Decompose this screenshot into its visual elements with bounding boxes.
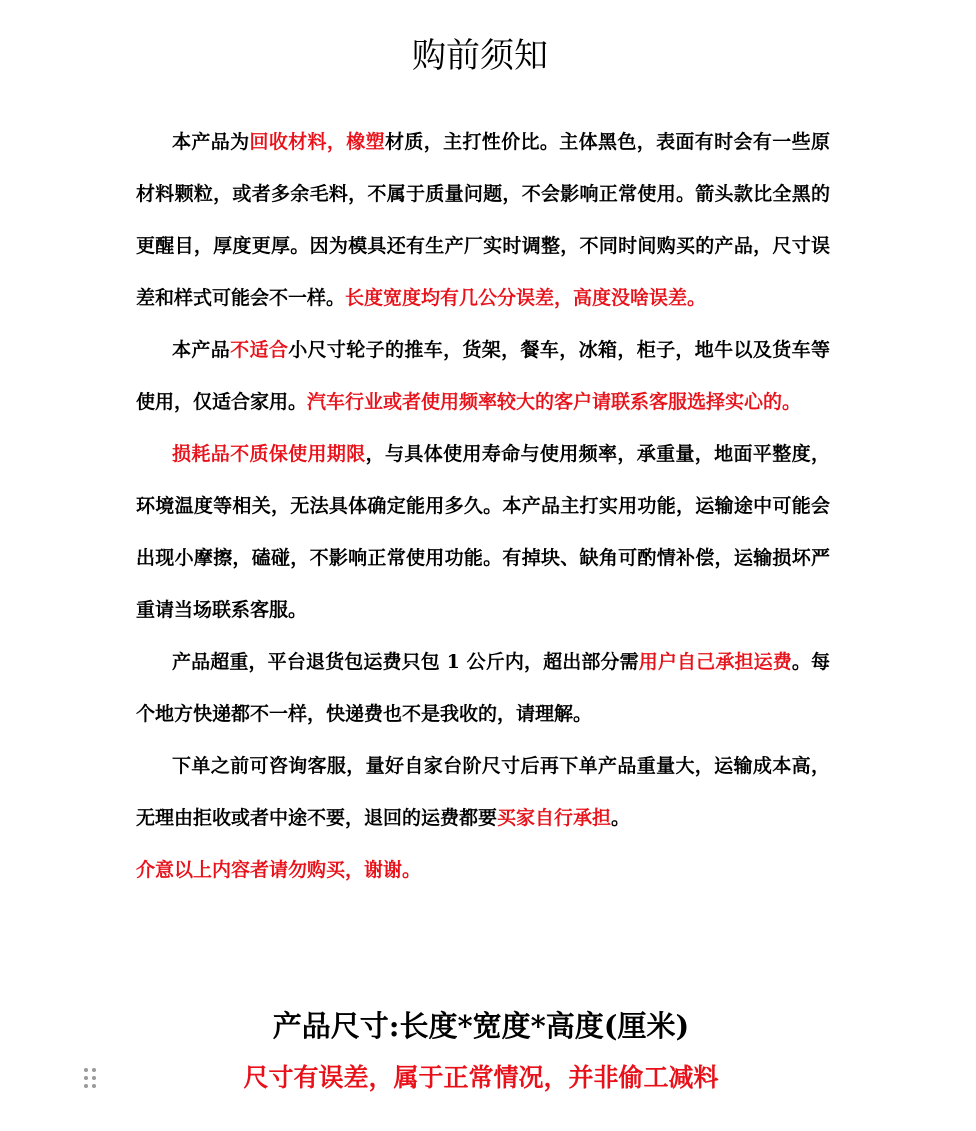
size-heading: 产品尺寸:长度*宽度*高度(厘米) <box>272 1009 690 1043</box>
text-run: 产品超重，平台退货包运费只包 1 公斤内，超出部分需 <box>172 651 639 673</box>
text-run: ，与具体使用寿命与使用频率，承重量，地面平整度，环境温度等相关，无法具体确定能用多久。本产品主打实用功能，运输途中可能会出现小摩擦，磕碰，不影响正常使用功能。有掉块、缺角可酌情补偿，运输损坏严重请当场联系客服。 <box>136 443 830 621</box>
text-run: 。每个地方快递都不一样，快递费也不是我收的，请理解。 <box>136 651 830 725</box>
size-note: 尺寸有误差，属于正常情况，并非偷工减料 <box>243 1063 719 1092</box>
text-run: 本产品为 <box>172 131 250 153</box>
paragraph-ordering <box>136 740 830 844</box>
highlight-run: 用户自己承担运费 <box>638 651 792 673</box>
page-title: 购前须知 <box>412 36 548 76</box>
highlight-run: 回收材料，橡塑 <box>249 131 385 153</box>
closing-note: 介意以上内容者请勿购买，谢谢。 <box>136 859 422 881</box>
text-run: 下单之前可咨询客服，量好自家台阶尺寸后再下单产品重量大，运输成本高，无理由拒收或者中途不要，退回的运费都要 <box>136 755 830 829</box>
highlight-run: 长度宽度均有几公分误差，高度没啥误差。 <box>345 287 707 309</box>
text-run: 本产品 <box>172 339 231 361</box>
notice-body <box>136 116 830 896</box>
text-run: 。 <box>611 807 631 829</box>
highlight-run: 不适合 <box>230 339 289 361</box>
paragraph-shipping <box>136 636 830 740</box>
highlight-run: 汽车行业或者使用频率较大的客户请联系客服选择实心的。 <box>307 391 802 413</box>
paragraph-usage <box>136 324 830 428</box>
highlight-run: 买家自行承担 <box>497 807 612 829</box>
paragraph-warranty <box>136 428 830 636</box>
highlight-run: 损耗品不质保使用期限 <box>172 443 366 465</box>
paragraph-material <box>136 116 830 324</box>
text-run: 材质，主打性价比。主体黑色，表面有时会有一些原材料颗粒，或者多余毛料，不属于质量问题，不会影响正常使用。箭头款比全黑的更醒目，厚度更厚。因为模具还有生产厂实时调整，不同时间购买的产品，尺寸误差和样式可能会不一样。 <box>136 131 830 309</box>
text-run: 小尺寸轮子的推车，货架，餐车，冰箱，柜子，地牛以及货车等使用，仅适合家用。 <box>136 339 830 413</box>
